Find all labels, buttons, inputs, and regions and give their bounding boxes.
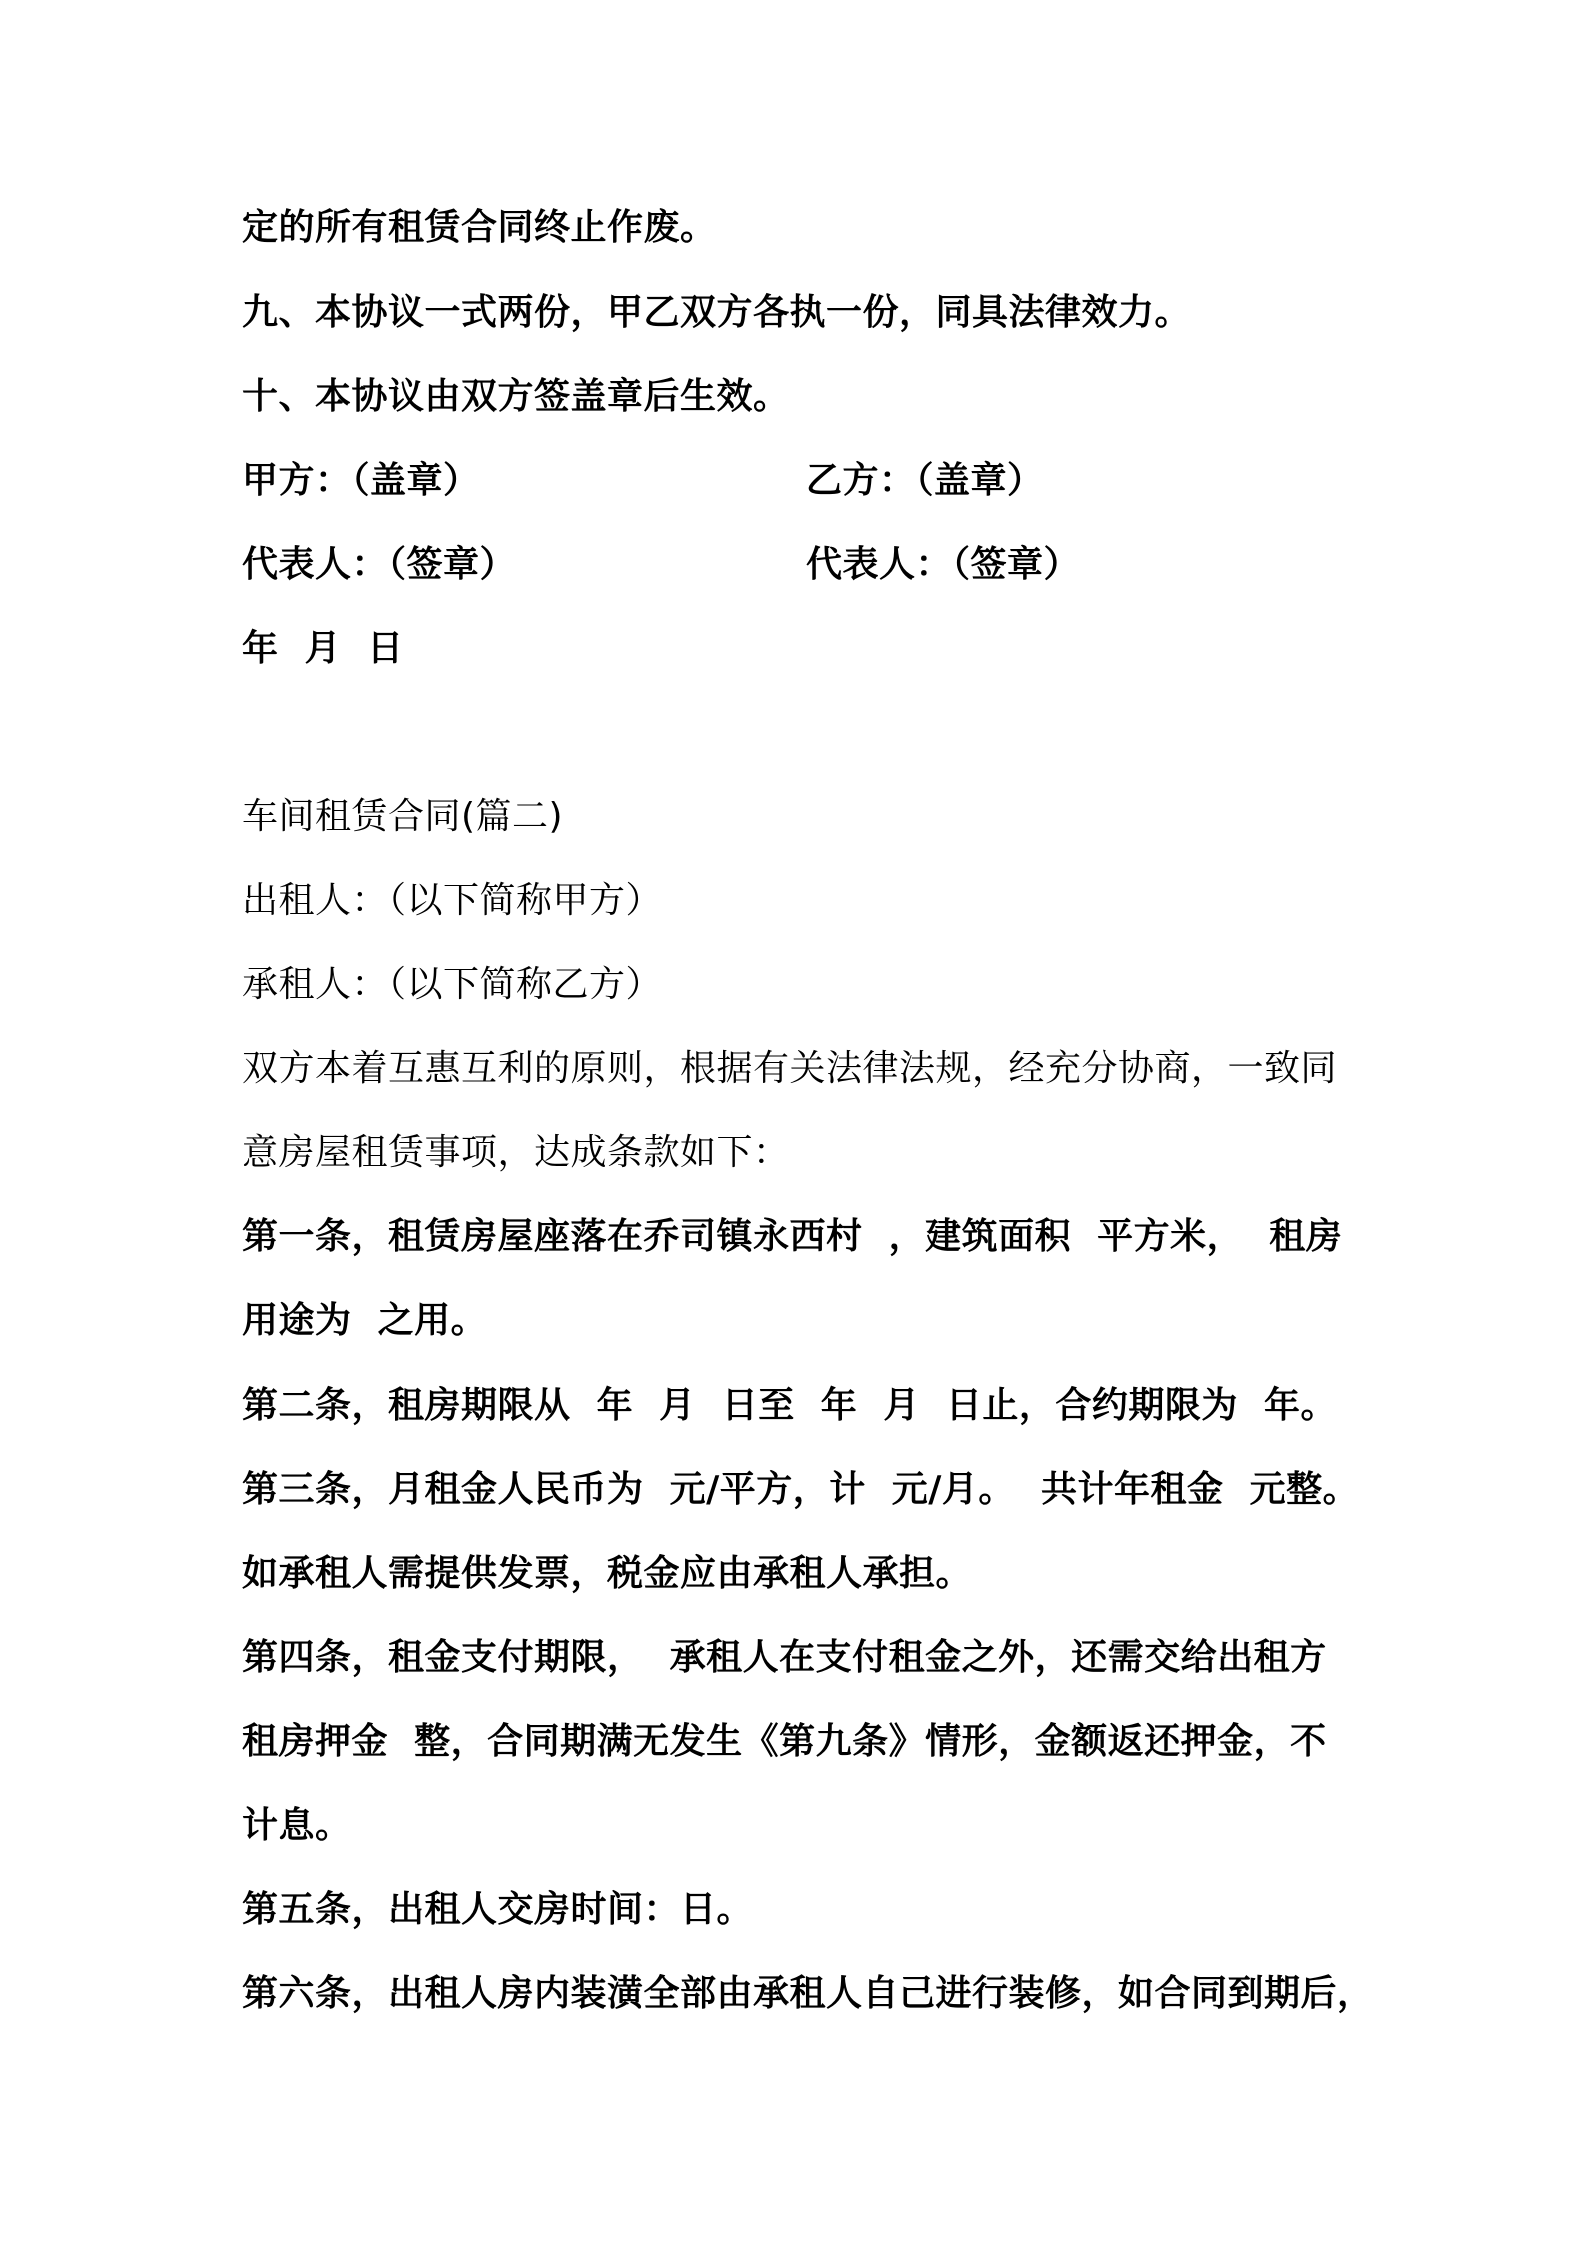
clause-ten: 十、本协议由双方签盖章后生效。 bbox=[242, 376, 790, 417]
lessee-line: 承租人：（以下简称乙方） bbox=[242, 964, 663, 1005]
lessor-line: 出租人：（以下简称甲方） bbox=[242, 880, 663, 921]
intro-line-1: 双方本着互惠互利的原则，根据有关法律法规，经充分协商，一致同 bbox=[242, 1048, 1338, 1089]
article-one-line-1: 第一条，租赁房屋座落在乔司镇永西村 ，建筑面积 平方米， 租房 bbox=[242, 1216, 1343, 1257]
contract-title: 车间租赁合同(篇二) bbox=[242, 796, 564, 837]
intro-line-2: 意房屋租赁事项，达成条款如下： bbox=[242, 1132, 790, 1173]
article-three-line-2: 如承租人需提供发票，税金应由承租人承担。 bbox=[242, 1553, 973, 1594]
clause-nine: 九、本协议一式两份，甲乙双方各执一份，同具法律效力。 bbox=[242, 292, 1192, 333]
party-b-seal: 乙方：（盖章） bbox=[806, 460, 1044, 501]
signature-date: 年 月 日 bbox=[242, 628, 404, 669]
article-four-line-2: 租房押金 整，合同期满无发生《第九条》情形，金额返还押金，不 bbox=[242, 1721, 1327, 1762]
article-five: 第五条，出租人交房时间：日。 bbox=[242, 1889, 754, 1930]
party-b-representative: 代表人：（签章） bbox=[806, 544, 1081, 585]
article-three-line-1: 第三条，月租金人民币为 元/平方，计 元/月。 共计年租金 元整。 bbox=[242, 1469, 1360, 1510]
article-two: 第二条，租房期限从 年 月 日至 年 月 日止，合约期限为 年。 bbox=[242, 1385, 1337, 1426]
article-six: 第六条，出租人房内装潢全部由承租人自己进行装修，如合同到期后， bbox=[242, 1973, 1374, 2014]
party-a-seal: 甲方：（盖章） bbox=[242, 460, 480, 501]
article-four-line-3: 计息。 bbox=[242, 1805, 352, 1846]
article-four-line-1: 第四条，租金支付期限， 承租人在支付租金之外，还需交给出租方 bbox=[242, 1637, 1327, 1678]
text-line-termination: 定的所有租赁合同终止作废。 bbox=[242, 207, 717, 248]
party-a-representative: 代表人：（签章） bbox=[242, 544, 517, 585]
article-one-line-2: 用途为 之用。 bbox=[242, 1300, 488, 1341]
